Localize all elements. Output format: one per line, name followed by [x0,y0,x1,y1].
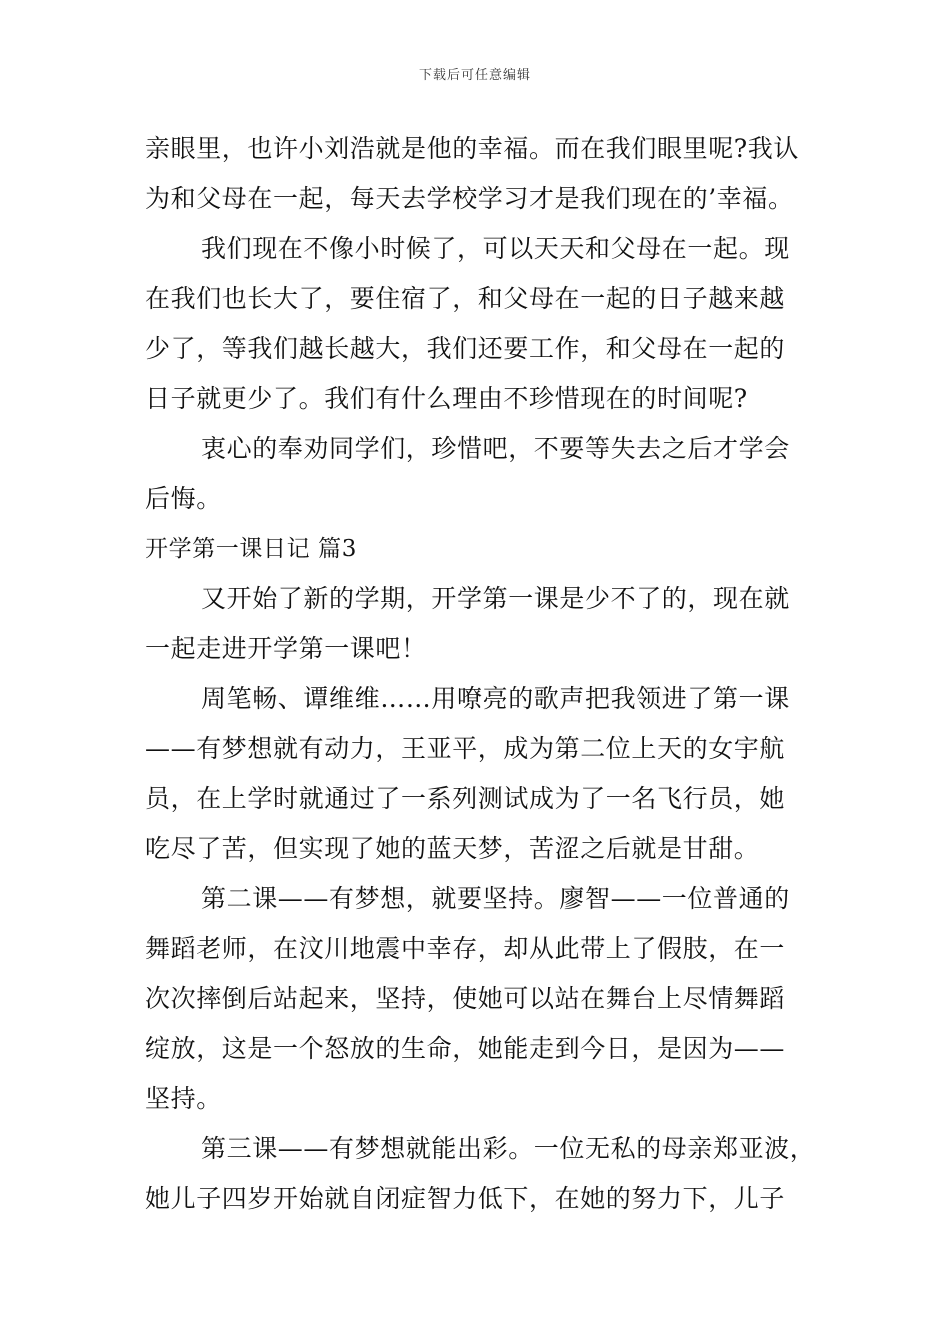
page-header-note: 下载后可任意编辑 [418,68,531,83]
paragraph-start-line: 衷心的奉劝同学们，珍惜吧，不要等失去之后才学会 [201,434,790,463]
text-line: 后悔。 [145,484,222,513]
paragraph-start-line: 第二课——有梦想，就要坚持。廖智——一位普通的 [201,884,790,913]
paragraph-start-line: 又开始了新的学期，开学第一课是少不了的，现在就 [201,584,790,613]
text-line: 日子就更少了。我们有什么理由不珍惜现在的时间呢? [145,384,748,413]
text-line: 少了，等我们越长越大，我们还要工作，和父母在一起的 [145,334,786,363]
text-line: 坚持。 [145,1084,222,1113]
text-line: 为和父母在一起，每天去学校学习才是我们现在的’幸福。 [145,184,794,213]
document-body [145,124,817,1224]
text-line: 次次摔倒后站起来，坚持，使她可以站在舞台上尽情舞蹈 [145,984,786,1013]
text-line: 亲眼里，也许小刘浩就是他的幸福。而在我们眼里呢?我认 [145,134,800,163]
paragraph-start-line: 第三课——有梦想就能出彩。一位无私的母亲郑亚波， [201,1134,816,1163]
text-line: 舞蹈老师，在汶川地震中幸存，却从此带上了假肢，在一 [145,934,786,963]
section-heading: 开学第一课日记 篇3 [145,536,357,562]
paragraph-start-line: 周笔畅、谭维维……用嘹亮的歌声把我领进了第一课 [201,684,790,713]
text-line: 吃尽了苦，但实现了她的蓝天梦，苦涩之后就是甘甜。 [145,834,760,863]
text-line: 绽放，这是一个怒放的生命，她能走到今日，是因为—— [145,1034,786,1063]
paragraph-start-line: 我们现在不像小时候了，可以天天和父母在一起。现 [201,234,790,263]
text-line: 员，在上学时就通过了一系列测试成为了一名飞行员，她 [145,784,786,813]
text-line: 她儿子四岁开始就自闭症智力低下，在她的努力下，儿子 [145,1184,786,1213]
text-line: ——有梦想就有动力，王亚平，成为第二位上天的女宇航 [145,734,786,763]
text-line: 在我们也长大了，要住宿了，和父母在一起的日子越来越 [145,284,786,313]
text-line: 一起走进开学第一课吧！ [145,634,427,663]
